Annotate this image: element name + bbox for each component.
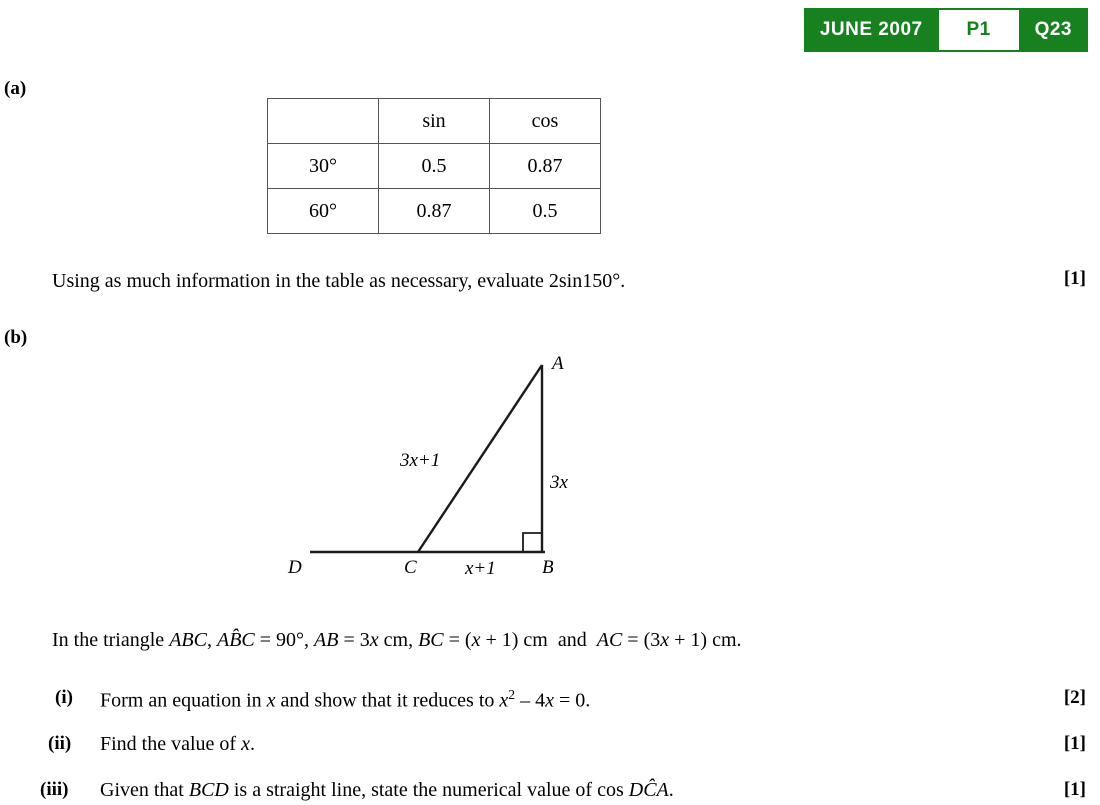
part-b-label: (b): [4, 327, 28, 348]
exam-paper-label: P1: [939, 10, 1019, 50]
table-header-cos: cos: [490, 99, 601, 144]
row-angle-30: 30°: [268, 144, 379, 189]
part-b-iii-text: Given that BCD is a straight line, state the numerical value of cos DĈA.: [100, 779, 674, 801]
vertex-label-B: B: [542, 557, 554, 578]
part-b-iii-marks: [1]: [1063, 779, 1086, 800]
part-b-ii-marks: [1]: [1063, 733, 1086, 754]
cell-cos-60: 0.5: [490, 189, 601, 234]
part-a-marks: [1]: [1063, 268, 1086, 289]
triangle-diagram-svg: [270, 345, 650, 595]
part-a-label: (a): [4, 78, 27, 99]
table-header-row: [268, 99, 601, 144]
cell-sin-30: 0.5: [379, 144, 490, 189]
exam-question-label: Q23: [1034, 19, 1072, 40]
triangle-diagram: [270, 345, 650, 595]
row-angle-60: 60°: [268, 189, 379, 234]
vertex-label-A: A: [552, 353, 564, 374]
part-b-ii-numeral: (ii): [48, 733, 72, 754]
part-b-iii-numeral: (iii): [40, 779, 69, 800]
table-header-sin: sin: [379, 99, 490, 144]
cell-cos-30: 0.87: [490, 144, 601, 189]
part-a-question-text: Using as much information in the table as necessary, evaluate 2sin150°.: [52, 270, 626, 292]
vertex-label-D: D: [288, 557, 302, 578]
side-label-AC: 3x+1: [400, 450, 441, 471]
exam-header-badge: [804, 8, 1088, 52]
side-label-AB: 3x: [550, 472, 568, 493]
part-b-i-numeral: (i): [55, 687, 73, 708]
part-b-i-text: Form an equation in x and show that it reduces to $x^2 - 4x = 0$.: [100, 687, 591, 712]
table-corner-cell: [268, 99, 379, 144]
side-label-CB: x+1: [465, 558, 496, 579]
part-b-i-marks: [2]: [1063, 687, 1086, 708]
table-row: [268, 189, 601, 234]
part-b-intro-text: In the triangle ABC, AB̂C = 90°, AB = 3x cm, BC = (x + 1) cm and AC = (3x + 1) cm.: [52, 629, 742, 651]
cell-sin-60: 0.87: [379, 189, 490, 234]
right-angle-marker: [523, 533, 542, 552]
part-b-ii-text: Find the value of x.: [100, 733, 255, 755]
vertex-label-C: C: [404, 557, 417, 578]
exam-session-label: JUNE 2007: [819, 19, 923, 40]
table-row: [268, 144, 601, 189]
trig-values-table: [267, 98, 601, 234]
